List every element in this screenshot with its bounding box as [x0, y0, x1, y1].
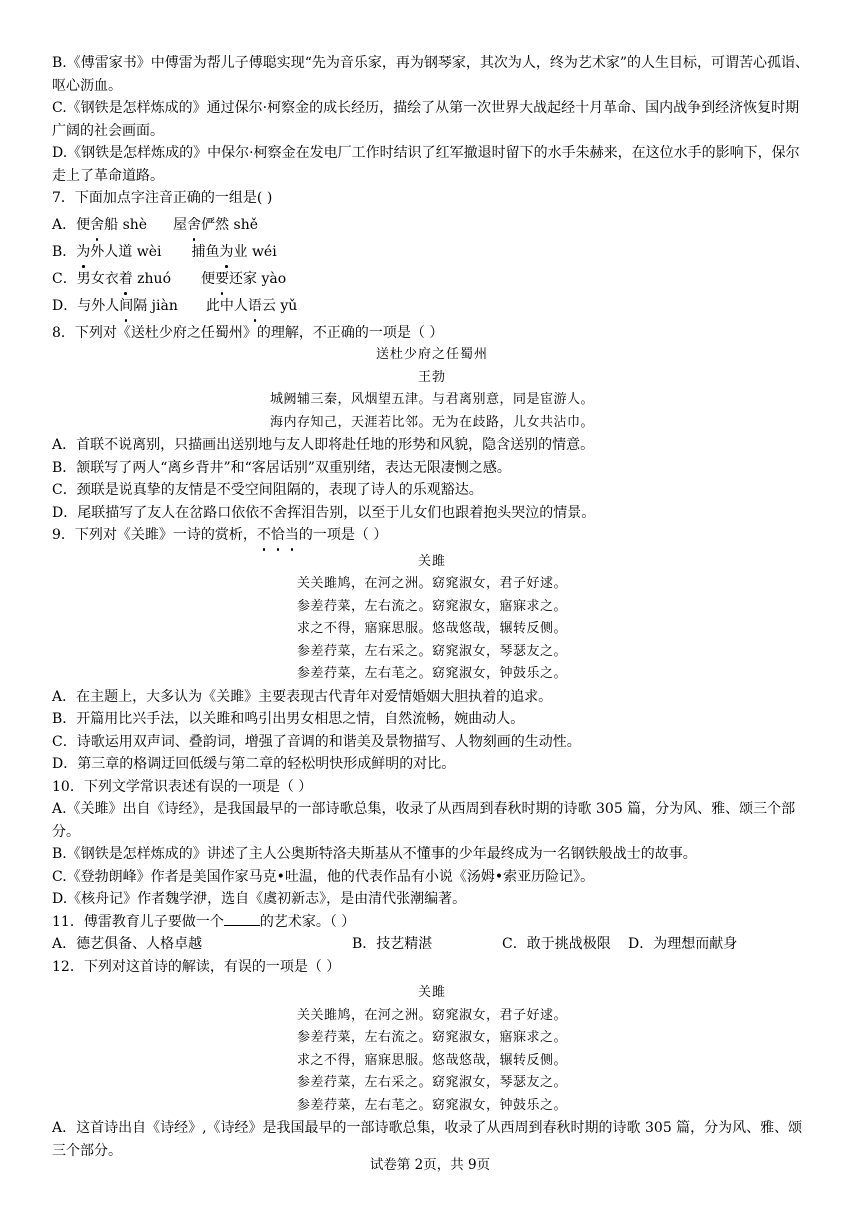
q7-option-d [52, 295, 812, 318]
q12-poem-title: 关雎 [417, 985, 446, 1000]
q10-stem: 10．下列文学常识表述有误的一项是（ ） [52, 778, 313, 795]
q9-poem-line: 求之不得，寤寐思服。悠哉悠哉，辗转反侧。 [296, 621, 567, 636]
dotted-char: 不 [257, 524, 271, 547]
word-part: 船 shè [104, 217, 148, 233]
word-part: 此中人 [205, 298, 248, 314]
q12-poem-line: 求之不得，寤寐思服。悠哉悠哉，辗转反侧。 [296, 1052, 567, 1068]
option-label: D． [52, 298, 78, 314]
option-label: A． [52, 217, 77, 233]
q12-option-a: A．这首诗出自《诗经》,《诗经》是我国最早的一部诗歌总集，收录了从西周到春秋时期的诗歌 305 篇，分为风、雅、颂三个部分。 [52, 1120, 803, 1159]
q8-stem: 8．下列对《送杜少府之任蜀州》的理解，不正确的一项是（ ） [52, 324, 444, 341]
stem-text: 的一项是（ ） [298, 527, 388, 543]
word-part: 与外人 [77, 298, 120, 314]
q8-option-d: D．尾联描写了友人在岔路口依依不舍挥泪告别，以至于儿女们也跟着抱头哭泣的情景。 [52, 504, 596, 521]
q9-option-c: C．诗歌运用双声词、叠韵词，增强了音调的和谐美及景物描写、人物刻画的生动性。 [52, 733, 581, 750]
q7-option-b [52, 241, 812, 264]
q10-option-a: A.《关雎》出自《诗经》，是我国最早的一部诗歌总集，收录了从西周到春秋时期的诗歌 305 篇，分为风、雅、颂三个部分。 [52, 801, 796, 840]
dotted-char: 间 [119, 295, 133, 318]
q7-stem: 7．下面加点字注音正确的一组是( ) [52, 190, 273, 206]
q9-poem-line: 参差荇菜，左右芼之。窈窕淑女，钟鼓乐之。 [296, 666, 567, 681]
dotted-char: 为 [220, 241, 234, 264]
word-part: 业 wéi [233, 244, 277, 260]
q8-poem-title: 送杜少府之任蜀州 [375, 347, 488, 362]
word-part: 屋 [173, 217, 188, 233]
stem-text: 9．下列对《关雎》一诗的赏析， [52, 527, 257, 543]
q12-stem: 12．下列对这首诗的解读，有误的一项是（ ） [52, 958, 341, 975]
q9-option-b: B．开篇用比兴手法，以关雎和鸣引出男女相思之情，自然流畅，婉曲动人。 [52, 711, 525, 727]
word-part: 还家 yào [229, 271, 287, 287]
dotted-char: 为 [76, 241, 90, 264]
q12-poem-line: 关关雎鸠，在河之洲。窈窕淑女，君子好逑。 [296, 1007, 567, 1023]
q9-option-d: D．第三章的格调迂回低缓与第二章的轻松明快形成鲜明的对比。 [52, 756, 456, 772]
stem-text: 的艺术家。（ ） [259, 913, 356, 930]
word-part: 隔 jiàn [133, 298, 178, 314]
q10-option-b: B.《钢铁是怎样炼成的》讲述了主人公奥斯特洛夫斯基从不懂事的少年最终成为一名钢铁般战士的故事。 [52, 846, 697, 862]
q11-option-d: D．为理想而献身 [628, 936, 738, 952]
stem-text: 11．傅雷教育儿子要做一个 [52, 913, 224, 930]
page-footer: 试卷第 2页，共 9页 [369, 1157, 491, 1173]
dotted-char: 舍 [90, 214, 104, 237]
option-label: C． [52, 271, 77, 287]
q8-poem-line: 城阙辅三秦，风烟望五津。与君离别意，同是宦游人。 [269, 392, 594, 407]
q8-poem-author: 王勃 [417, 369, 446, 385]
dotted-char: 舍 [187, 214, 201, 237]
word-part: zhuó [132, 271, 172, 287]
q7-option-a [52, 214, 812, 237]
q6-option-b: B.《傅雷家书》中傅雷为帮儿子傅聪实现“先为音乐家，再为钢琴家，其次为人，终为艺术家”的人生目标，可谓苦心孤诣、呕心沥血。 [52, 55, 810, 94]
q6-option-c: C.《钢铁是怎样炼成的》通过保尔·柯察金的成长经历，描绘了从第一次世界大战起经十月革命、国内战争到经济恢复时期广阔的社会画面。 [52, 100, 800, 139]
q10-option-d: D.《核舟记》作者魏学洢，选自《虞初新志》，是由清代张潮编著。 [52, 891, 467, 907]
q11-option-a: A．德艺俱备、人格卓越 [52, 936, 203, 952]
word-part: 男女衣 [76, 271, 119, 287]
word-part: 便 [76, 217, 91, 233]
q11-stem [52, 911, 812, 934]
q12-poem-line: 参差荇菜，左右芼之。窈窕淑女，钟鼓乐之。 [296, 1097, 567, 1113]
dotted-char: 要 [215, 268, 229, 291]
word-part: 俨然 shě [201, 217, 258, 233]
q11-option-b: B．技艺精湛 [352, 936, 433, 952]
word-part: 外人道 wèi [90, 244, 162, 260]
word-part: 捕鱼 [191, 244, 220, 260]
dotted-char: 恰 [271, 524, 285, 547]
word-part: 云 yǔ [261, 298, 298, 314]
dotted-char: 当 [285, 524, 299, 547]
q11-options [52, 933, 812, 956]
q6-option-d: D.《钢铁是怎样炼成的》中保尔·柯察金在发电厂工作时结识了红军撤退时留下的水手朱赫来，在这位水手的影响下，保尔走上了革命道路。 [52, 145, 800, 184]
q7-options [52, 214, 812, 318]
q7-option-c [52, 268, 812, 291]
dotted-char: 语 [248, 295, 262, 318]
exam-page [52, 52, 812, 1162]
option-label: B． [52, 244, 77, 260]
answer-blank [224, 911, 260, 926]
q8-poem-line: 海内存知己，天涯若比邻。无为在歧路，儿女共沾巾。 [269, 414, 594, 430]
q11-option-c: C．敢于挑战极限 [502, 936, 611, 952]
q9-poem-line: 关关雎鸠，在河之洲。窈窕淑女，君子好逑。 [296, 576, 567, 591]
q8-option-c: C．颈联是说真挚的友情是不受空间阻隔的，表现了诗人的乐观豁达。 [52, 482, 483, 498]
q9-poem-line: 参差荇菜，左右采之。窈窕淑女，琴瑟友之。 [296, 643, 567, 659]
word-part: 便 [201, 271, 216, 287]
q9-poem-line: 参差荇菜，左右流之。窈窕淑女，寤寐求之。 [296, 598, 567, 614]
q9-poem-title: 关雎 [417, 553, 446, 569]
q9-stem [52, 524, 812, 547]
q8-option-a: A．首联不说离别，只描画出送别地与友人即将赴任地的形势和风貌，隐含送别的情意。 [52, 437, 595, 453]
q12-poem-line: 参差荇菜，左右采之。窈窕淑女，琴瑟友之。 [296, 1075, 567, 1090]
q8-option-b: B．颔联写了两人“离乡背井”和“客居话别”双重别绪，表达无限凄恻之感。 [52, 459, 511, 476]
q12-poem-line: 参差荇菜，左右流之。窈窕淑女，寤寐求之。 [296, 1030, 567, 1045]
dotted-char: 着 [119, 268, 133, 291]
q9-option-a: A．在主题上，大多认为《关雎》主要表现古代青年对爱情婚姻大胆执着的追求。 [52, 688, 553, 705]
q10-option-c: C.《登勃朗峰》作者是美国作家马克•吐温，他的代表作品有小说《汤姆•索亚历险记》。 [52, 868, 595, 885]
